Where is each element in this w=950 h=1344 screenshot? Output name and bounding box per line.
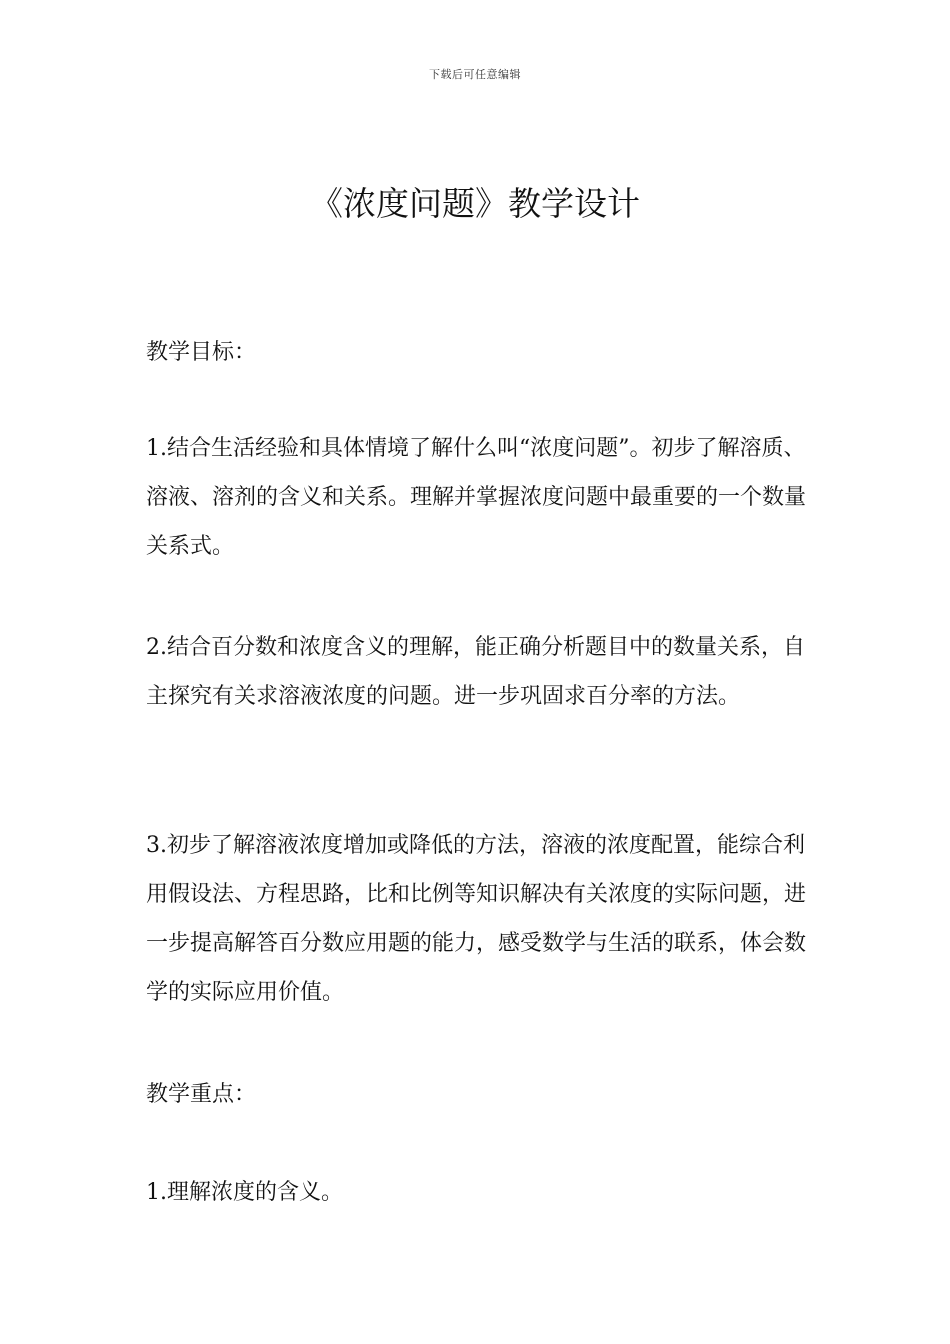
objective-item-2: 2.结合百分数和浓度含义的理解，能正确分析题目中的数量关系，自主探究有关求溶液浓度的问题。进一步巩固求百分率的方法。 [146, 635, 805, 709]
focus-heading: 教学重点： [146, 1082, 257, 1107]
objective-item-3: 3.初步了解溶液浓度增加或降低的方法，溶液的浓度配置，能综合利用假设法、方程思路，比和比例等知识解决有关浓度的实际问题，进一步提高解答百分数应用题的能力，感受数学与生活的联系，体会数学的实际应用价值。 [146, 833, 807, 1005]
objectives-heading: 教学目标： [146, 340, 257, 365]
header-note: 下载后可任意编辑 [429, 68, 521, 81]
focus-item-1: 1.理解浓度的含义。 [146, 1180, 343, 1205]
page-title: 《浓度问题》教学设计 [310, 184, 640, 223]
objective-item-1: 1.结合生活经验和具体情境了解什么叫“浓度问题”。初步了解溶质、溶液、溶剂的含义和关系。理解并掌握浓度问题中最重要的一个数量关系式。 [146, 436, 807, 559]
